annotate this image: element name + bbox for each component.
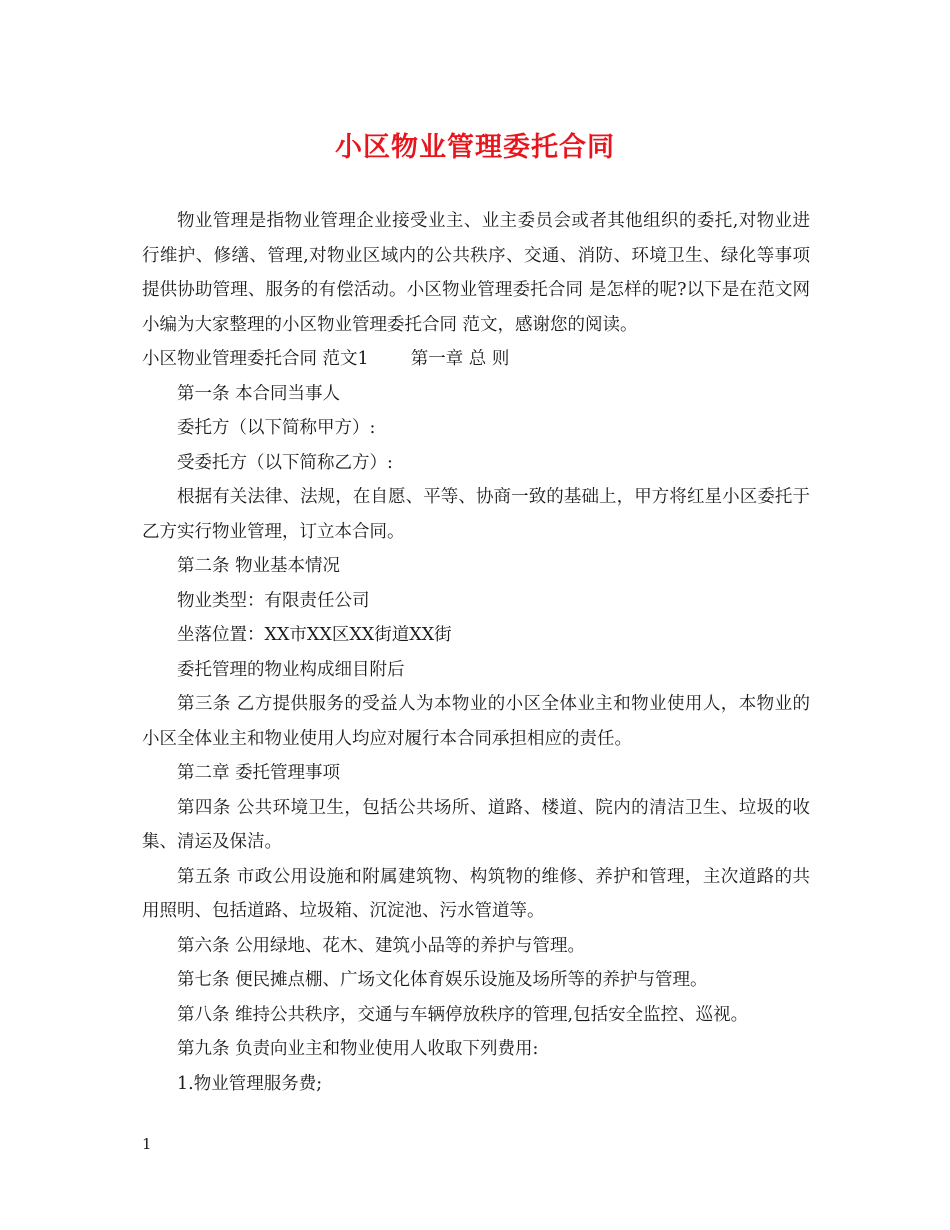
- property-type: 物业类型：有限责任公司: [177, 590, 370, 611]
- document-body: [142, 204, 810, 1101]
- article-5: 第五条 市政公用设施和附属建筑物、构筑物的维修、养护和管理，主次道路的共用照明、包括道路、垃圾箱、沉淀池、污水管道等。: [142, 866, 810, 921]
- sample-heading: 小区物业管理委托合同 范文1: [142, 349, 369, 369]
- intro-paragraph: 物业管理是指物业管理企业接受业主、业主委员会或者其他组织的委托,对物业进行维护、修缮、管理,对物业区域内的公共秩序、交通、消防、环境卫生、绿化等事项提供协助管理、服务的有偿活动。小区物业管理委托合同 是怎样的呢?以下是在范文网小编为大家整理的小区物业管理委托合同 范文，感谢您的阅读。: [142, 211, 810, 335]
- property-location: 坐落位置：XX市XX区XX街道XX街: [177, 625, 452, 645]
- article-4: 第四条 公共环境卫生，包括公共场所、道路、楼道、院内的清洁卫生、垃圾的收集、清运及保洁。: [142, 797, 810, 852]
- party-a: 委托方（以下简称甲方）:: [177, 418, 376, 438]
- basis-paragraph: 根据有关法律、法规，在自愿、平等、协商一致的基础上，甲方将红星小区委托于乙方实行物业管理，订立本合同。: [142, 487, 810, 542]
- article-2: 第二条 物业基本情况: [177, 556, 341, 576]
- page-number: 1: [142, 1135, 152, 1153]
- fee-item-1: 1.物业管理服务费;: [177, 1073, 323, 1094]
- article-7: 第七条 便民摊点棚、广场文化体育娱乐设施及场所等的养护与管理。: [177, 970, 708, 990]
- chapter-two-heading: 第二章 委托管理事项: [177, 763, 341, 783]
- party-b: 受委托方（以下简称乙方）:: [177, 452, 393, 473]
- property-details: 委托管理的物业构成细目附后: [177, 659, 405, 680]
- article-1: 第一条 本合同当事人: [177, 383, 341, 404]
- article-6: 第六条 公用绿地、花木、建筑小品等的养护与管理。: [177, 935, 586, 956]
- document-title: 小区物业管理委托合同: [335, 132, 615, 163]
- article-8: 第八条 维持公共秩序，交通与车辆停放秩序的管理,包括安全监控、巡视。: [177, 1004, 749, 1025]
- article-3: 第三条 乙方提供服务的受益人为本物业的小区全体业主和物业使用人，本物业的小区全体业主和物业使用人均应对履行本合同承担相应的责任。: [142, 694, 810, 749]
- article-9: 第九条 负责向业主和物业使用人收取下列费用:: [177, 1039, 539, 1059]
- sample-heading-line: [142, 342, 810, 377]
- chapter-one-heading: 第一章 总 则: [410, 349, 510, 369]
